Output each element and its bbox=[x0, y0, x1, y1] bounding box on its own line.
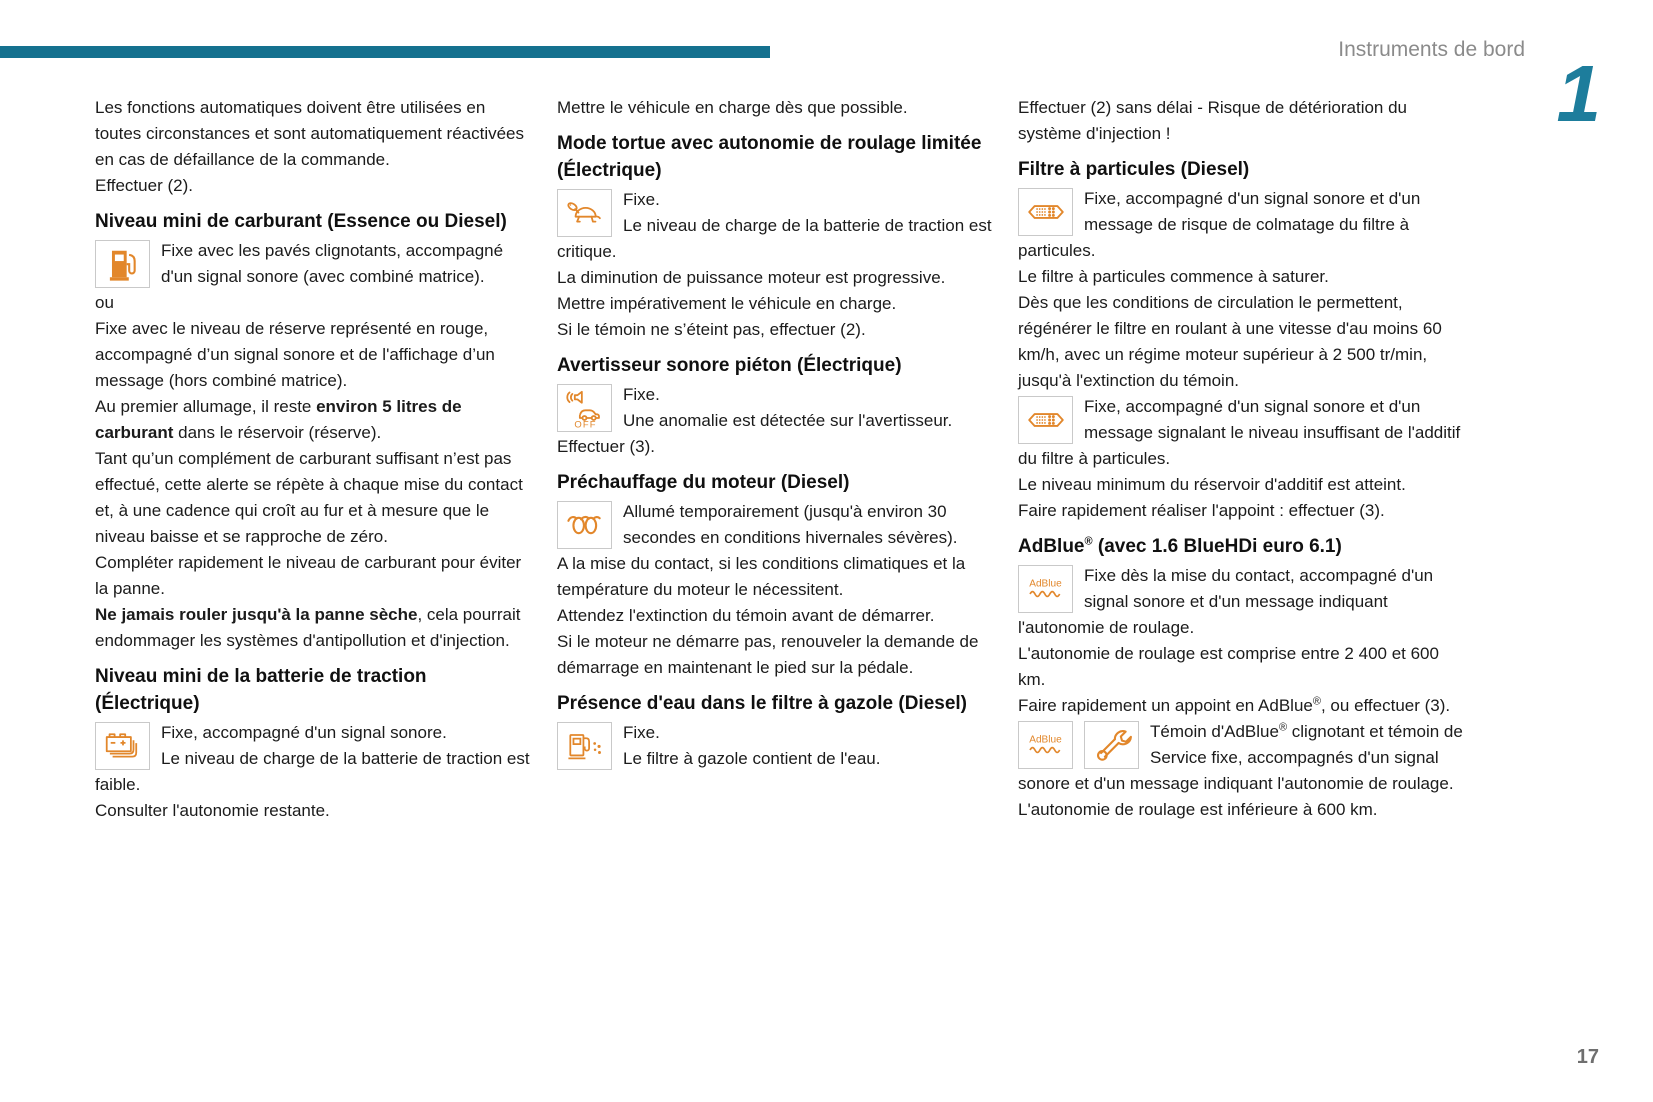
section-heading bbox=[1018, 156, 1466, 183]
text-run: Mettre le véhicule en charge dès que possible. bbox=[557, 98, 908, 117]
paragraph bbox=[1018, 693, 1466, 719]
text-run: Fixe, accompagné d'un signal sonore et d'un message signalant le niveau insuffisant de l'additif du filtre à particules. bbox=[1018, 397, 1461, 468]
paragraph bbox=[1018, 186, 1466, 264]
paragraph bbox=[95, 95, 535, 173]
adblue-icon bbox=[1018, 721, 1073, 769]
water-in-fuel-icon bbox=[557, 722, 612, 770]
paragraph bbox=[557, 382, 995, 408]
paragraph bbox=[557, 603, 995, 629]
warning-lamp-block bbox=[95, 238, 535, 290]
registered-mark: ® bbox=[1084, 535, 1093, 548]
svg-text:AdBlue: AdBlue bbox=[1028, 578, 1062, 590]
paragraph bbox=[95, 602, 535, 654]
traction-battery-icon bbox=[95, 722, 150, 770]
page-header-title: Instruments de bord bbox=[1338, 38, 1525, 61]
text-run: Présence d'eau dans le filtre à gazole (Diesel) bbox=[557, 693, 968, 714]
section-heading bbox=[557, 690, 995, 717]
svg-text:AdBlue: AdBlue bbox=[1028, 734, 1062, 746]
chapter-number: 1 bbox=[1556, 49, 1601, 138]
column-3 bbox=[1018, 95, 1466, 823]
page-number: 17 bbox=[1576, 1046, 1599, 1068]
paragraph bbox=[557, 95, 995, 121]
paragraph bbox=[1018, 290, 1466, 394]
warning-lamp-block bbox=[557, 382, 995, 434]
turtle-icon bbox=[557, 189, 612, 237]
text-run: Le filtre à gazole contient de l'eau. bbox=[623, 749, 881, 768]
paragraph bbox=[95, 746, 535, 798]
text-run: Effectuer (3). bbox=[557, 437, 655, 456]
text-run: clignotant et témoin de Service fixe, accompagnés d'un signal sonore et d'un message indiquant l'autonomie de roulage. bbox=[1018, 722, 1463, 793]
paragraph bbox=[1018, 797, 1466, 823]
particulate-filter-icon bbox=[1018, 396, 1073, 444]
text-run: Fixe. bbox=[623, 190, 660, 209]
warning-lamp-block bbox=[1018, 563, 1466, 641]
text-run: Mode tortue avec autonomie de roulage limitée (Électrique) bbox=[557, 133, 982, 181]
wrench-icon bbox=[1084, 721, 1139, 769]
text-run: Au premier allumage, il reste bbox=[95, 397, 317, 416]
svg-text:OFF: OFF bbox=[573, 419, 597, 429]
text-run: Si le moteur ne démarre pas, renouveler la demande de démarrage en maintenant le pied sur la pédale. bbox=[557, 632, 979, 677]
paragraph bbox=[1018, 472, 1466, 498]
text-run: Compléter rapidement le niveau de carburant pour éviter la panne. bbox=[95, 553, 522, 598]
paragraph bbox=[557, 720, 995, 746]
warning-lamp-block bbox=[557, 720, 995, 772]
warning-lamp-block bbox=[1018, 719, 1466, 797]
text-run: Témoin d'AdBlue bbox=[1150, 722, 1279, 741]
text-run: A la mise du contact, si les conditions climatiques et la température du moteur le nécessitent. bbox=[557, 554, 966, 599]
bold-text: Ne jamais rouler jusqu'à la panne sèche bbox=[95, 605, 418, 624]
text-run: Fixe, accompagné d'un signal sonore et d'un message de risque de colmatage du filtre à particules. bbox=[1018, 189, 1421, 260]
paragraph bbox=[557, 265, 995, 291]
text-run: , ou effectuer (3). bbox=[1320, 696, 1451, 715]
text-run: Les fonctions automatiques doivent être utilisées en toutes circonstances et sont automatiquement réactivées en cas de défaillance de la commande. bbox=[95, 98, 525, 169]
paragraph bbox=[557, 551, 995, 603]
text-run: Effectuer (2). bbox=[95, 176, 193, 195]
paragraph bbox=[1018, 563, 1466, 641]
text-run: Une anomalie est détectée sur l'avertisseur. bbox=[623, 411, 953, 430]
accent-top-bar bbox=[0, 46, 770, 58]
text-run: Attendez l'extinction du témoin avant de démarrer. bbox=[557, 606, 935, 625]
particulate-filter-icon bbox=[1018, 188, 1073, 236]
text-run: Effectuer (2) sans délai - Risque de détérioration du système d'injection ! bbox=[1018, 98, 1408, 143]
paragraph bbox=[95, 316, 535, 394]
fuel-pump-icon bbox=[95, 240, 150, 288]
section-heading bbox=[95, 208, 535, 235]
section-heading bbox=[557, 469, 995, 496]
text-run: Tant qu’un complément de carburant suffisant n’est pas effectué, cette alerte se répète à chaque mise du contact et, à une cadence qui croît au fur et à mesure que le niveau baisse et se rapproche de zéro. bbox=[95, 449, 523, 546]
paragraph bbox=[1018, 394, 1466, 472]
text-run: La diminution de puissance moteur est progressive. bbox=[557, 268, 946, 287]
column-1 bbox=[95, 95, 535, 824]
text-run: AdBlue bbox=[1018, 536, 1085, 557]
text-run: Fixe avec le niveau de réserve représenté en rouge, accompagné d’un signal sonore et de l'affichage d’un message (hors combiné matrice). bbox=[95, 319, 495, 390]
warning-lamp-block bbox=[95, 720, 535, 798]
text-run: Le niveau de charge de la batterie de traction est critique. bbox=[557, 216, 992, 261]
text-run: Préchauffage du moteur (Diesel) bbox=[557, 472, 850, 493]
paragraph bbox=[95, 550, 535, 602]
glow-plug-icon bbox=[557, 501, 612, 549]
paragraph bbox=[557, 213, 995, 265]
paragraph bbox=[1018, 264, 1466, 290]
adblue-icon bbox=[1018, 565, 1073, 613]
text-run: Mettre impérativement le véhicule en charge. bbox=[557, 294, 897, 313]
warning-lamp-block bbox=[557, 187, 995, 265]
paragraph bbox=[95, 394, 535, 446]
bold-text: environ 5 litres de carburant bbox=[95, 397, 462, 442]
text-run: Filtre à particules (Diesel) bbox=[1018, 159, 1250, 180]
paragraph bbox=[557, 187, 995, 213]
paragraph bbox=[557, 629, 995, 681]
paragraph bbox=[1018, 95, 1466, 147]
paragraph bbox=[95, 238, 535, 290]
warning-lamp-block bbox=[557, 499, 995, 551]
paragraph bbox=[557, 434, 995, 460]
text-run: Fixe. bbox=[623, 385, 660, 404]
warning-lamp-block bbox=[1018, 394, 1466, 472]
text-run: Niveau mini de carburant (Essence ou Diesel) bbox=[95, 211, 507, 232]
paragraph bbox=[95, 290, 535, 316]
paragraph bbox=[95, 798, 535, 824]
column-2 bbox=[557, 95, 995, 772]
paragraph bbox=[557, 408, 995, 434]
paragraph bbox=[557, 746, 995, 772]
text-run: Fixe avec les pavés clignotants, accompagné d'un signal sonore (avec combiné matrice). bbox=[161, 241, 504, 286]
text-run: Dès que les conditions de circulation le permettent, régénérer le filtre en roulant à une vitesse d'au moins 60 km/h, avec un régime moteur supérieur à 2 500 tr/min, jusqu'à l'extinction du témoin. bbox=[1018, 293, 1442, 390]
registered-mark: ® bbox=[1278, 721, 1288, 734]
text-run: Avertisseur sonore piéton (Électrique) bbox=[557, 355, 902, 376]
text-run: L'autonomie de roulage est comprise entre 2 400 et 600 km. bbox=[1018, 644, 1439, 689]
text-run: (avec 1.6 BlueHDi euro 6.1) bbox=[1092, 536, 1342, 557]
section-heading bbox=[1018, 533, 1466, 560]
text-run: Fixe, accompagné d'un signal sonore. bbox=[161, 723, 447, 742]
text-run: Niveau mini de la batterie de traction (Électrique) bbox=[95, 666, 427, 714]
paragraph bbox=[1018, 498, 1466, 524]
paragraph bbox=[1018, 641, 1466, 693]
paragraph bbox=[557, 291, 995, 317]
text-run: Fixe dès la mise du contact, accompagné d'un signal sonore et d'un message indiquant l'autonomie de roulage. bbox=[1018, 566, 1434, 637]
text-run: Consulter l'autonomie restante. bbox=[95, 801, 330, 820]
text-run: ou bbox=[95, 293, 114, 312]
text-run: Le niveau minimum du réservoir d'additif est atteint. bbox=[1018, 475, 1406, 494]
text-run: dans le réservoir (réserve). bbox=[173, 423, 382, 442]
warning-lamp-block bbox=[1018, 186, 1466, 264]
text-run: Fixe. bbox=[623, 723, 660, 742]
pedestrian-horn-off-icon bbox=[557, 384, 612, 432]
text-run: L'autonomie de roulage est inférieure à 600 km. bbox=[1018, 800, 1378, 819]
paragraph bbox=[557, 317, 995, 343]
paragraph bbox=[95, 173, 535, 199]
paragraph bbox=[95, 446, 535, 550]
text-run: Si le témoin ne s’éteint pas, effectuer (2). bbox=[557, 320, 866, 339]
text-run: , cela pourrait endommager les systèmes d'antipollution et d'injection. bbox=[95, 605, 521, 650]
text-run: Faire rapidement un appoint en AdBlue bbox=[1018, 696, 1313, 715]
paragraph bbox=[95, 720, 535, 746]
text-run: Allumé temporairement (jusqu'à environ 30 secondes en conditions hivernales sévères). bbox=[623, 502, 958, 547]
section-heading bbox=[557, 352, 995, 379]
section-heading bbox=[95, 663, 535, 717]
text-run: Faire rapidement réaliser l'appoint : effectuer (3). bbox=[1018, 501, 1385, 520]
text-run: Le filtre à particules commence à saturer. bbox=[1018, 267, 1329, 286]
section-heading bbox=[557, 130, 995, 184]
paragraph bbox=[557, 499, 995, 551]
registered-mark: ® bbox=[1312, 695, 1321, 708]
text-run: Le niveau de charge de la batterie de traction est faible. bbox=[95, 749, 530, 794]
